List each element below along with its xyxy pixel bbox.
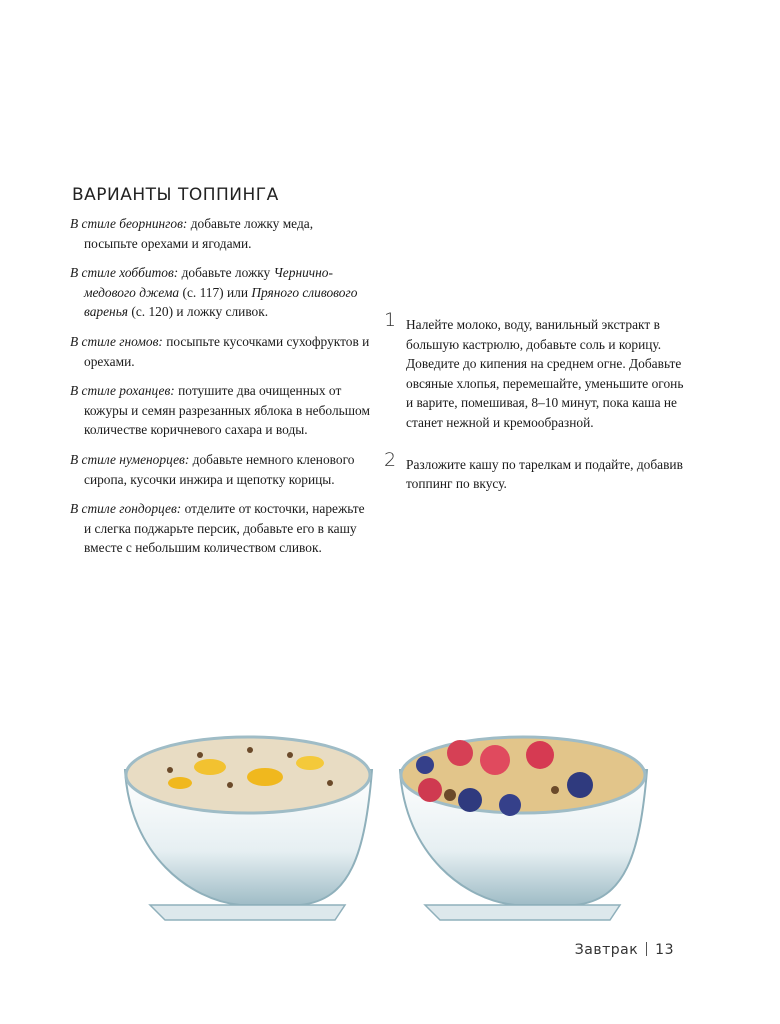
porridge-bowls-illustration bbox=[110, 705, 670, 945]
step-text: Разложите кашу по тарелкам и подайте, добавив топпинг по вкусу. bbox=[406, 456, 683, 492]
variant-hobbit: В стиле хоббитов: добавьте ложку Чернично-медового джема (с. 117) или Пряного сливового варенья (с. 120) и ложку сливок. bbox=[70, 265, 358, 320]
variant-rohan: В стиле роханцев: потушите два очищенных от кожуры и семян разрезанных яблока в небольшом количестве коричневого сахара и воды. bbox=[70, 383, 370, 438]
step-1 bbox=[384, 309, 684, 433]
section-name: Завтрак bbox=[574, 942, 639, 958]
variant-gondor: В стиле гондорцев: отделите от косточки, нарежьте и слегка поджарьте персик, добавьте его в кашу вместе с небольшим количеством сливок. bbox=[70, 501, 365, 556]
variant-numenor: В стиле нуменорцев: добавьте немного кленового сиропа, кусочки инжира и щепотку корицы. bbox=[70, 451, 355, 487]
variant-beorning: В стиле беорнингов: добавьте ложку меда, посыпьте орехами и ягодами. bbox=[70, 216, 314, 251]
variant-dwarf: В стиле гномов: посыпьте кусочками сухофруктов и орехами. bbox=[70, 333, 370, 369]
footer-divider bbox=[646, 942, 647, 956]
topping-variants-list bbox=[70, 214, 370, 568]
recipe-reference-jam: Чернично-медового джема bbox=[84, 265, 333, 300]
step-text: Налейте молоко, воду, ванильный экстракт в большую кастрюлю, добавьте соль и корицу. Доведите до кипения на среднем огне. Добавьте овсяные хлопья, перемешайте, уменьшите огонь и варите, помешивая, 8–10 минут, пока каша не станет нежной и кремообразной. bbox=[406, 317, 684, 430]
step-number: 1 bbox=[384, 309, 397, 331]
bowl-right-illustration bbox=[400, 737, 647, 920]
section-heading: ВАРИАНТЫ ТОППИНГА bbox=[72, 185, 279, 205]
page-number: 13 bbox=[655, 942, 674, 958]
recipe-reference-plum: Пряного сливового варенья bbox=[84, 284, 358, 320]
recipe-steps bbox=[384, 309, 684, 516]
step-2 bbox=[384, 448, 684, 494]
step-number: 2 bbox=[384, 448, 397, 471]
bowl-left-illustration bbox=[125, 737, 372, 920]
page-footer bbox=[575, 942, 674, 958]
